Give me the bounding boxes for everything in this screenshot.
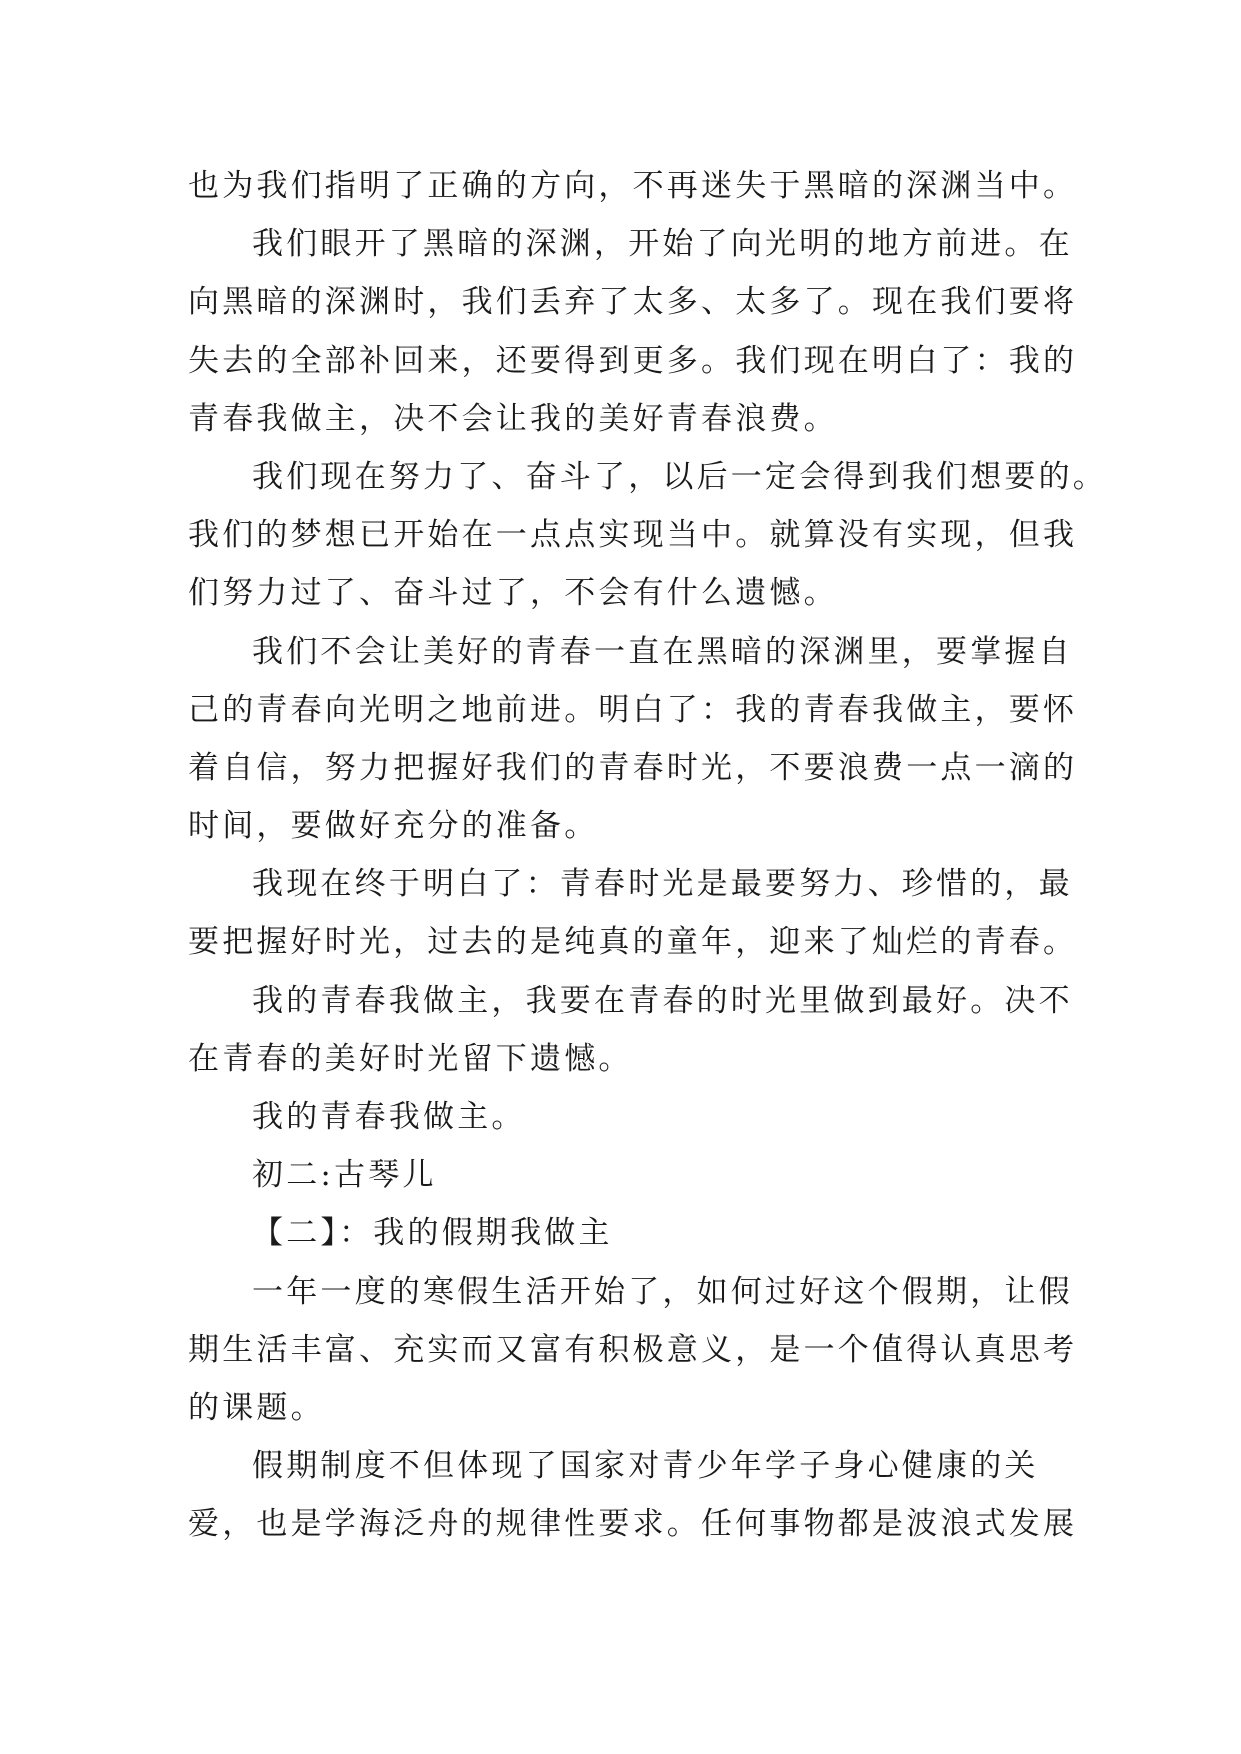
text-line: 我现在终于明白了：青春时光是最要努力、珍惜的，最: [252, 866, 1073, 903]
text-line: 的课题。: [188, 1389, 325, 1426]
document-body: [188, 157, 1107, 1554]
text-line: 在青春的美好时光留下遗憾。: [188, 1040, 633, 1077]
text-line: 己的青春向光明之地前进。明白了：我的青春我做主，要怀: [188, 691, 1078, 728]
text-line: 我的青春我做主。: [252, 1099, 526, 1135]
author-line: 初二:古琴儿: [252, 1157, 437, 1194]
text-line: 也为我们指明了正确的方向，不再迷失于黑暗的深渊当中。: [188, 168, 1078, 204]
text-line: 期生活丰富、充实而又富有积极意义，是一个值得认真思考: [188, 1331, 1078, 1368]
text-line: 时间，要做好充分的准备。: [188, 808, 599, 845]
text-line: 着自信，努力把握好我们的青春时光，不要浪费一点一滴的: [188, 749, 1078, 786]
text-line: 向黑暗的深渊时，我们丢弃了太多、太多了。现在我们要将: [188, 284, 1078, 321]
section-heading: 【二】：我的假期我做主: [252, 1215, 613, 1252]
text-line: 要把握好时光，过去的是纯真的童年，迎来了灿烂的青春。: [188, 924, 1078, 961]
text-line: 青春我做主，决不会让我的美好青春浪费。: [188, 400, 838, 437]
text-line: 我们的梦想已开始在一点点实现当中。就算没有实现，但我: [188, 517, 1078, 554]
text-line: 我们眼开了黑暗的深渊，开始了向光明的地方前进。在: [252, 226, 1073, 263]
text-line: 假期制度不但体现了国家对青少年学子身心健康的关: [252, 1448, 1039, 1485]
text-line: 我们现在努力了、奋斗了，以后一定会得到我们想要的。: [252, 458, 1107, 495]
text-line: 一年一度的寒假生活开始了，如何过好这个假期，让假: [252, 1273, 1073, 1310]
text-line: 们努力过了、奋斗过了，不会有什么遗憾。: [188, 575, 838, 612]
text-line: 爱，也是学海泛舟的规律性要求。任何事物都是波浪式发展: [188, 1506, 1078, 1543]
text-line: 失去的全部补回来，还要得到更多。我们现在明白了：我的: [188, 342, 1078, 379]
text-line: 我们不会让美好的青春一直在黑暗的深渊里，要掌握自: [252, 633, 1073, 670]
text-line: 我的青春我做主，我要在青春的时光里做到最好。决不: [252, 982, 1073, 1019]
